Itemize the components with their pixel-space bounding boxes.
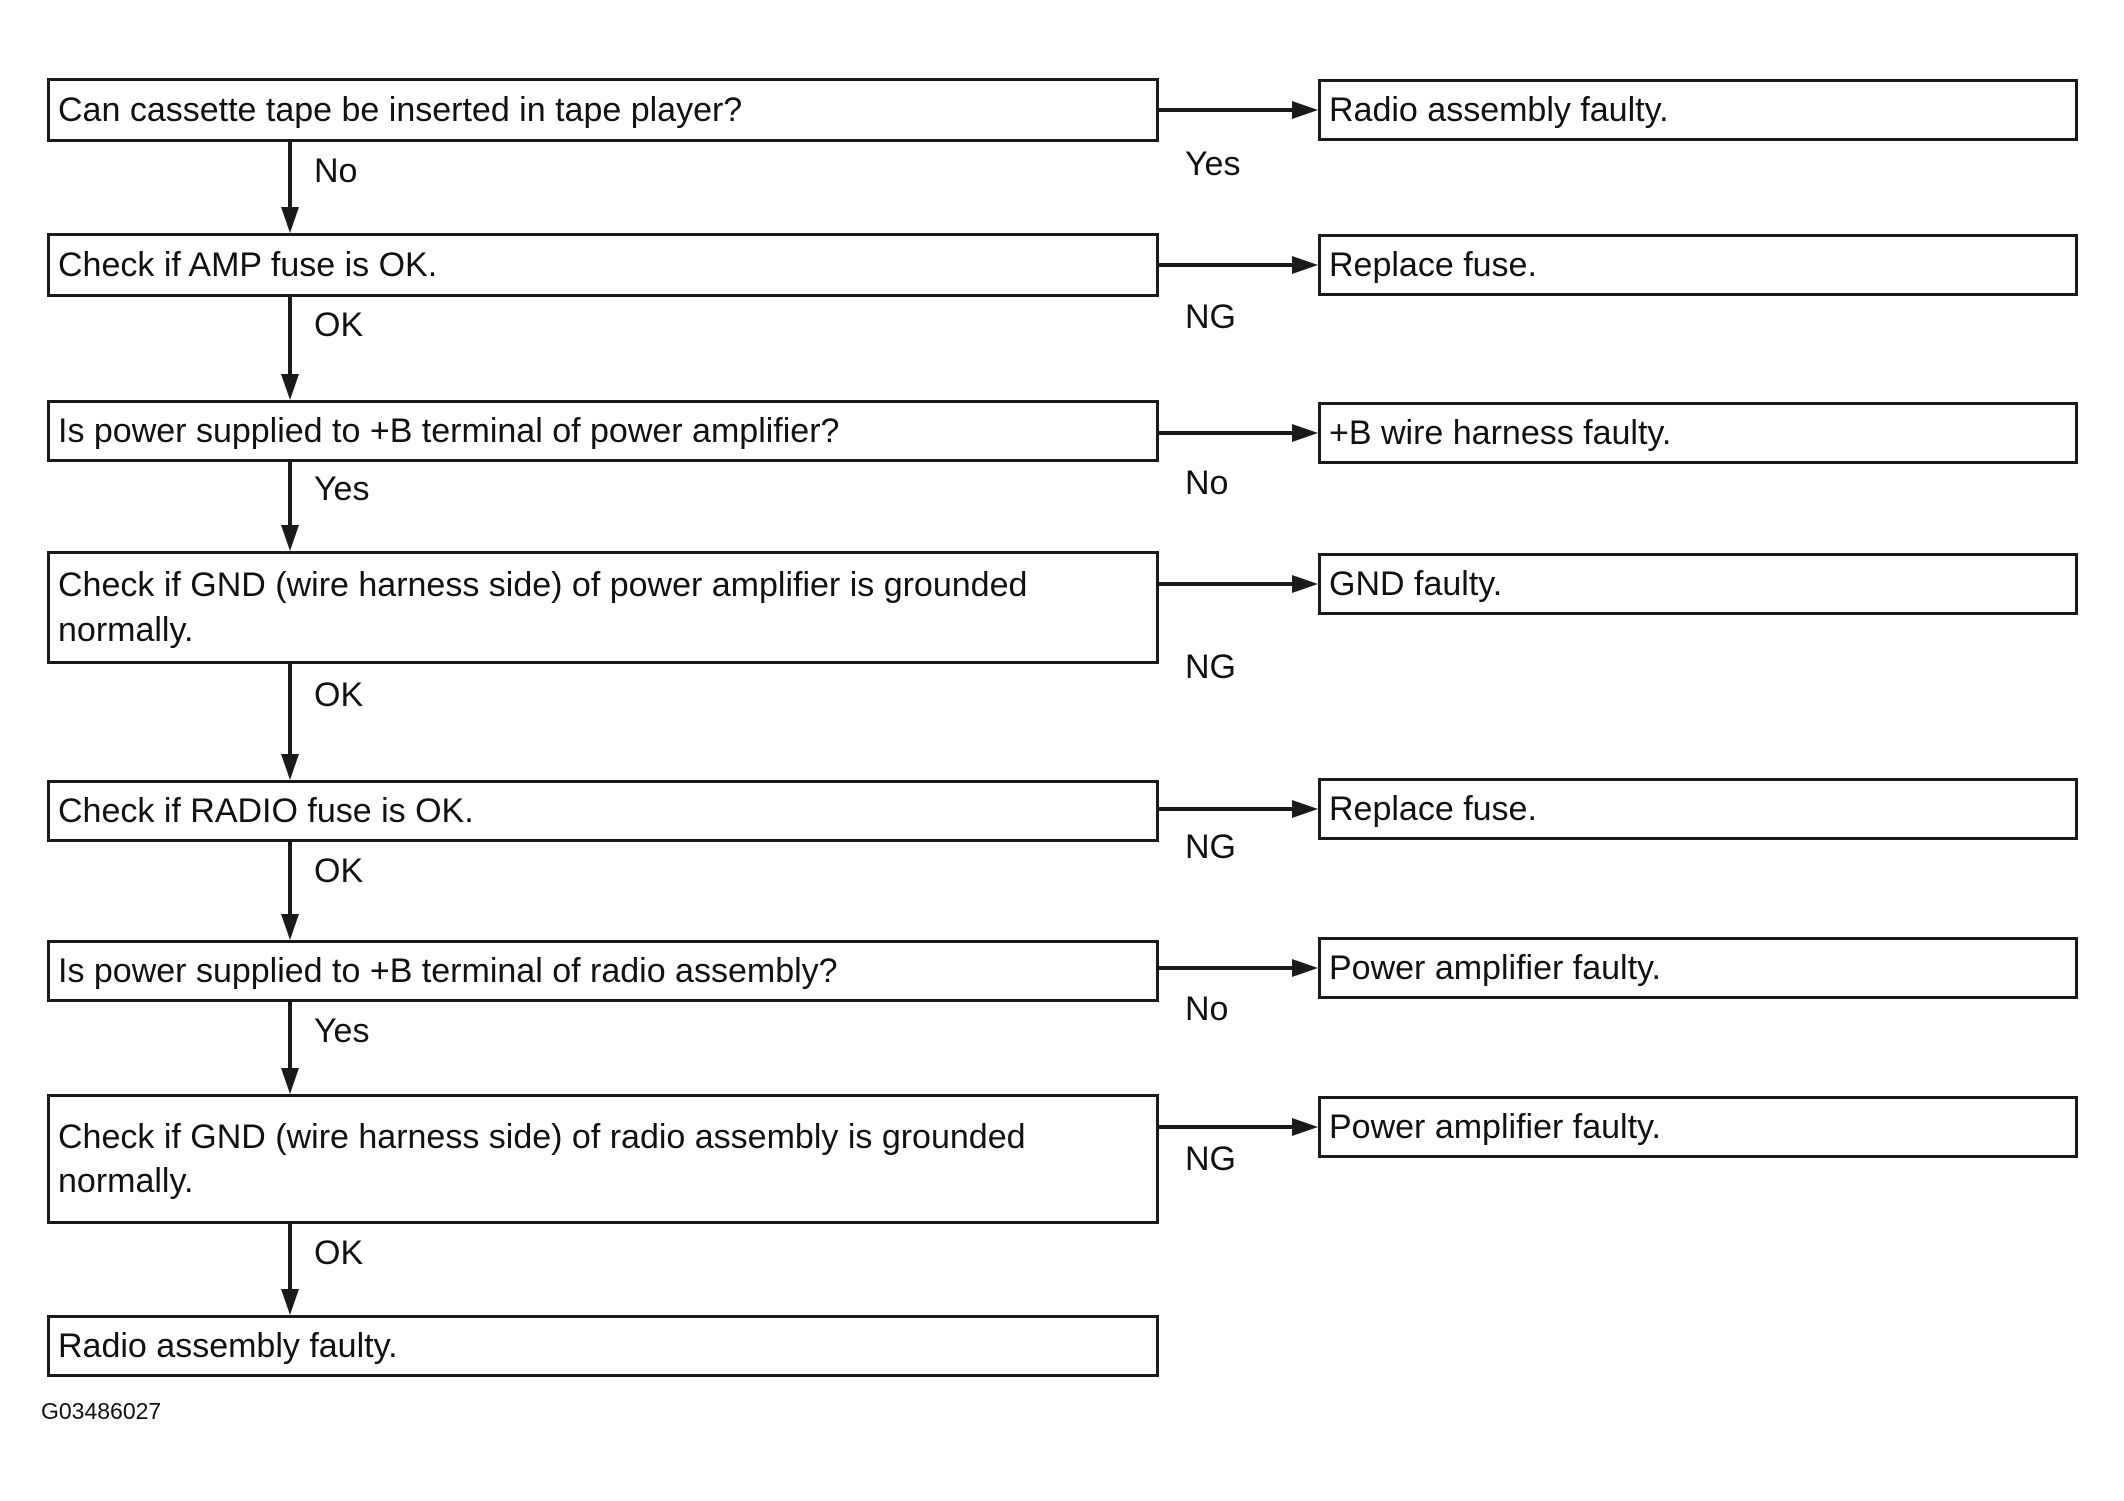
question-box-6: [47, 940, 1159, 1002]
result-text-6: Power amplifier faulty.: [1329, 948, 1661, 987]
down-arrow-1: [288, 142, 292, 207]
down-label-6: Yes: [314, 1012, 370, 1050]
result-box-2: [1318, 234, 2078, 296]
branch-arrow-right-1: [1159, 108, 1292, 112]
question-box-5: [47, 780, 1159, 842]
question-box-2: [47, 233, 1159, 297]
result-text-5: Replace fuse.: [1329, 789, 1537, 828]
branch-arrow-right-7: [1159, 1125, 1292, 1129]
question-text-1: Can cassette tape be inserted in tape player?: [58, 90, 743, 129]
question-box-3: [47, 400, 1159, 462]
question-box-4: [47, 551, 1159, 664]
branch-label-4: NG: [1185, 648, 1236, 686]
result-box-3: [1318, 402, 2078, 464]
result-text-4: GND faulty.: [1329, 564, 1503, 603]
branch-arrow-right-2: [1159, 263, 1292, 267]
result-box-5: [1318, 778, 2078, 840]
down-arrow-5: [288, 842, 292, 914]
question-text-5: Check if RADIO fuse is OK.: [58, 791, 474, 830]
branch-arrow-right-3: [1159, 431, 1292, 435]
question-box-7: [47, 1094, 1159, 1224]
down-label-7: OK: [314, 1234, 364, 1272]
down-arrow-7: [288, 1224, 292, 1289]
question-text-2: Check if AMP fuse is OK.: [58, 245, 438, 284]
branch-label-1: Yes: [1185, 145, 1241, 183]
down-arrow-4: [288, 664, 292, 754]
question-text-4: Check if GND (wire harness side) of power amplifier is grounded normally.: [58, 566, 1028, 649]
final-result-box: [47, 1315, 1159, 1377]
down-label-2: OK: [314, 306, 364, 344]
result-box-4: [1318, 553, 2078, 615]
down-label-3: Yes: [314, 470, 370, 508]
down-label-5: OK: [314, 852, 364, 890]
down-label-1: No: [314, 152, 358, 190]
branch-arrow-right-4: [1159, 582, 1292, 586]
branch-arrow-right-6: [1159, 966, 1292, 970]
down-arrow-6: [288, 1002, 292, 1068]
result-box-6: [1318, 937, 2078, 999]
branch-label-5: NG: [1185, 828, 1236, 866]
result-box-7: [1318, 1096, 2078, 1158]
final-result-text: Radio assembly faulty.: [58, 1326, 398, 1365]
question-text-7: Check if GND (wire harness side) of radio assembly is grounded normally.: [58, 1117, 1026, 1200]
down-label-4: OK: [314, 676, 364, 714]
branch-arrow-right-5: [1159, 807, 1292, 811]
figure-id: G03486027: [41, 1398, 162, 1424]
question-box-1: [47, 78, 1159, 142]
branch-label-6: No: [1185, 990, 1229, 1028]
result-text-3: +B wire harness faulty.: [1329, 413, 1672, 452]
branch-label-3: No: [1185, 464, 1229, 502]
down-arrow-2: [288, 297, 292, 374]
result-text-7: Power amplifier faulty.: [1329, 1107, 1661, 1146]
branch-label-7: NG: [1185, 1140, 1236, 1178]
down-arrow-3: [288, 462, 292, 525]
question-text-6: Is power supplied to +B terminal of radio assembly?: [58, 951, 838, 990]
branch-label-2: NG: [1185, 298, 1236, 336]
result-text-1: Radio assembly faulty.: [1329, 90, 1669, 129]
question-text-3: Is power supplied to +B terminal of power amplifier?: [58, 411, 840, 450]
result-box-1: [1318, 79, 2078, 141]
result-text-2: Replace fuse.: [1329, 245, 1537, 284]
